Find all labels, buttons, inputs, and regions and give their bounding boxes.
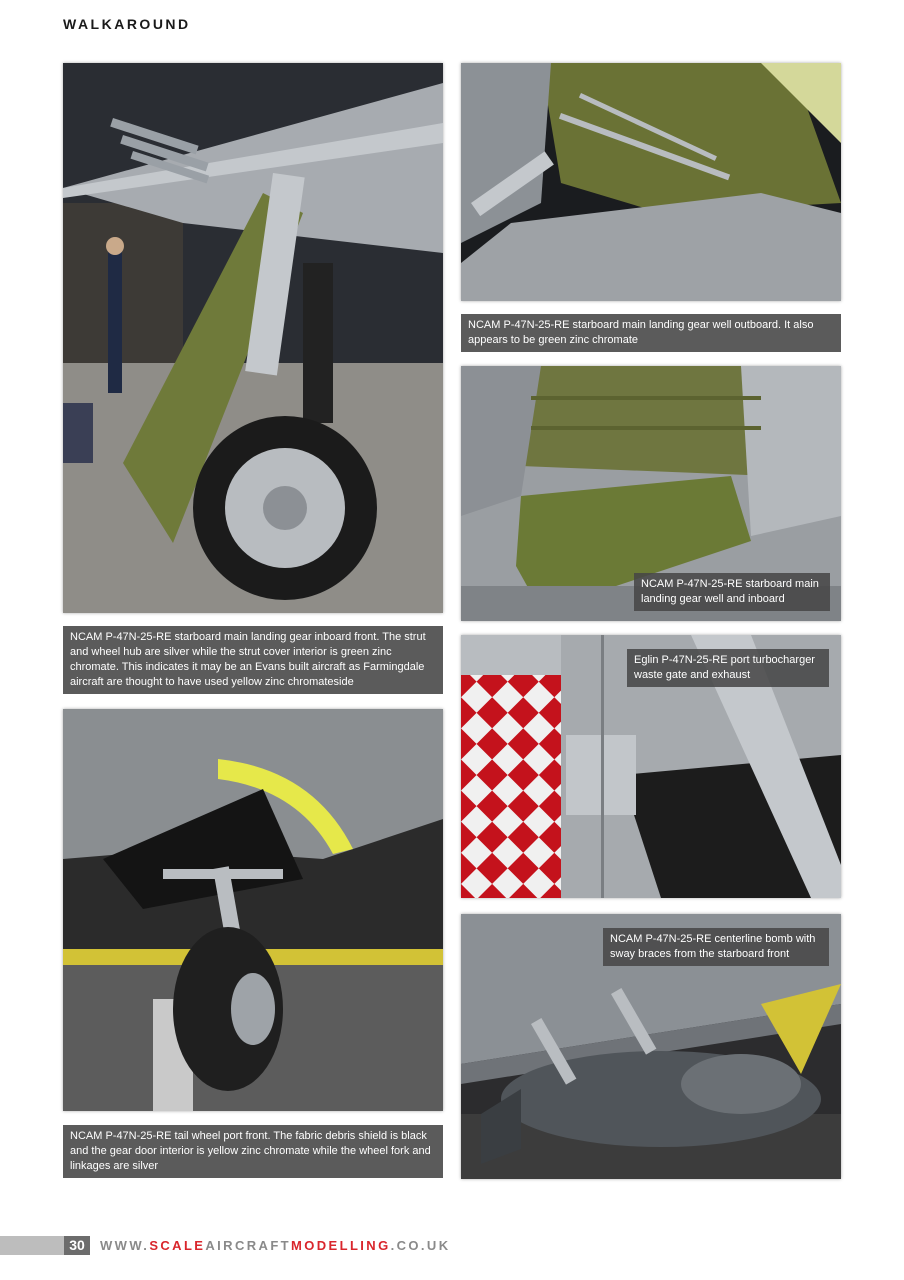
url-aircraft: AIRCRAFT — [205, 1238, 292, 1253]
url-prefix: WWW. — [100, 1238, 150, 1253]
caption-gear-well-outboard: NCAM P-47N-25-RE starboard main landing gear well outboard. It also appears to be green zinc chromate — [461, 314, 841, 352]
url-modelling: MODELLING — [291, 1238, 391, 1253]
caption-centerline-bomb: NCAM P-47N-25-RE centerline bomb with sway braces from the starboard front — [603, 928, 829, 966]
url-suffix: .CO.UK — [390, 1238, 451, 1253]
section-title: WALKAROUND — [63, 16, 191, 32]
url-scale: SCALE — [149, 1238, 206, 1253]
caption-tail-wheel: NCAM P-47N-25-RE tail wheel port front. The fabric debris shield is black and the gear door interior is yellow zinc chromate while the wheel fork and linkages are silver — [63, 1125, 443, 1178]
site-url[interactable] — [100, 1237, 451, 1254]
caption-gear-well-inboard: NCAM P-47N-25-RE starboard main landing gear well and inboard — [634, 573, 830, 611]
caption-main-gear-front: NCAM P-47N-25-RE starboard main landing gear inboard front. The strut and wheel hub are silver while the strut cover interior is green zinc chromate. This indicates it may be an Evans built aircraft as Farmingdale aircraft are thought to have used yellow zinc chromateside — [63, 626, 443, 694]
photo-tail-wheel — [63, 709, 443, 1111]
caption-turbocharger: Eglin P-47N-25-RE port turbocharger waste gate and exhaust — [627, 649, 829, 687]
page-number: 30 — [64, 1236, 90, 1255]
photo-main-gear-front — [63, 63, 443, 613]
photo-gear-well-outboard — [461, 63, 841, 301]
footer-bar — [0, 1236, 64, 1255]
